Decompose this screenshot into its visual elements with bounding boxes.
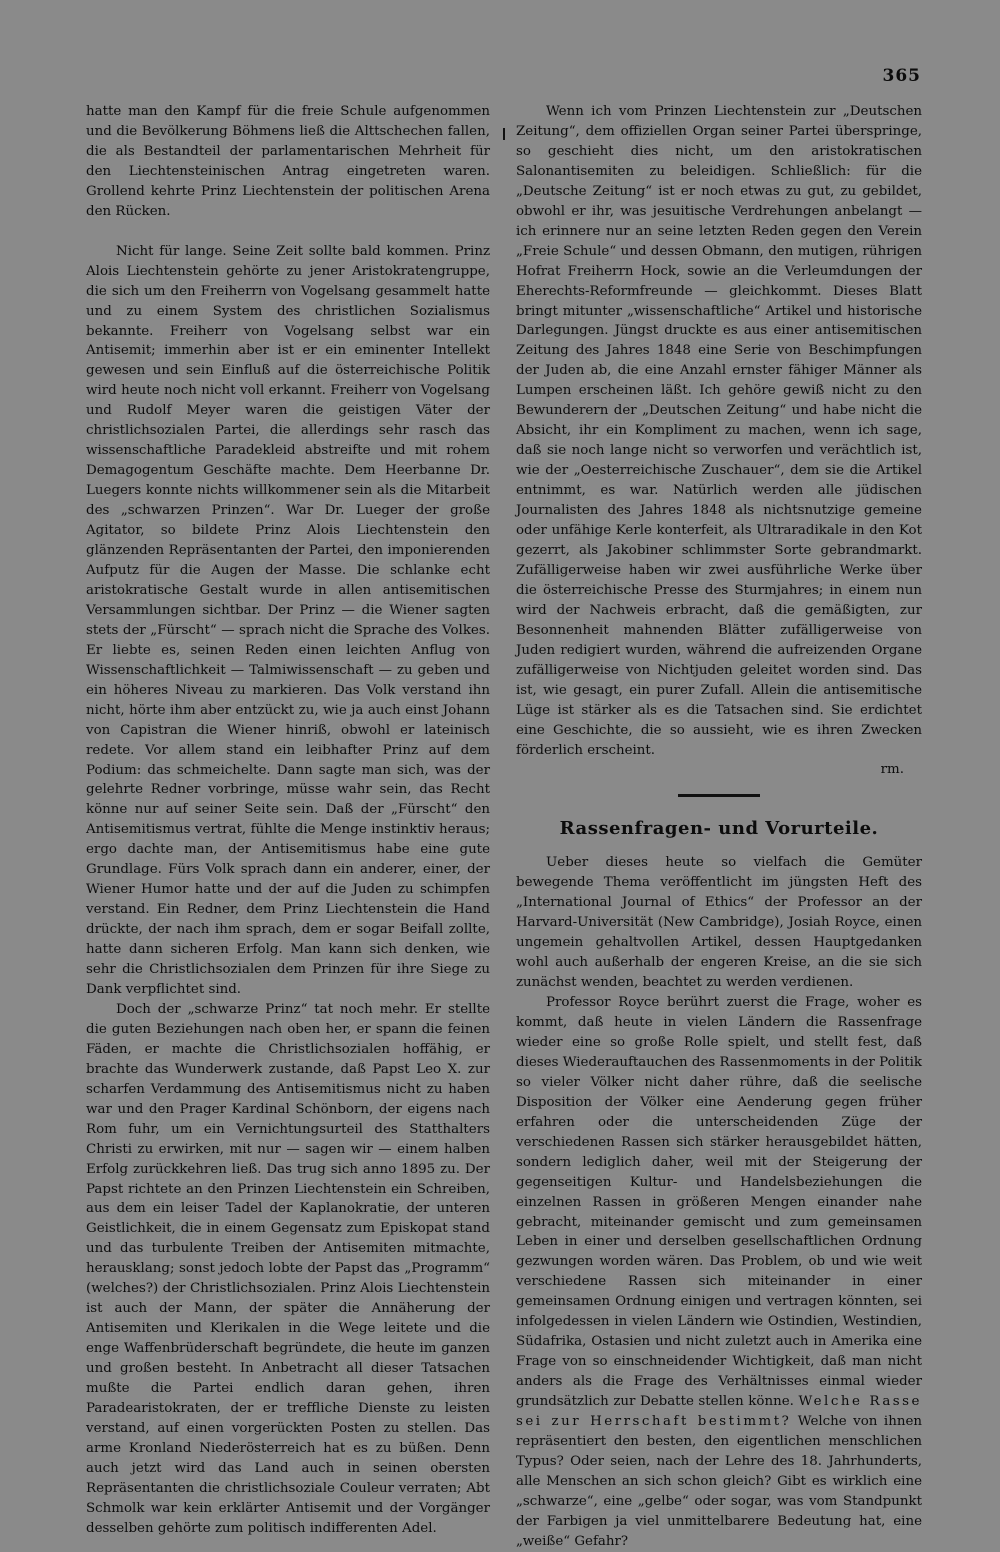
column-marker xyxy=(503,128,505,140)
paragraph: Wenn ich vom Prinzen Liechtenstein zur „Deutschen Zeitung“, dem offiziellen Organ seiner Partei überspringe, so geschieht dies nicht, um den aristokratischen Salonantisemiten zu beleidigen. Schließlich: für die „Deutsche Zeitung“ ist er noch etwas zu gut, zu gebildet, obwohl er ihr, was jesuitische Verdrehungen anbelangt — ich erinnere nur an seine letzten Reden gegen den Verein „Freie Schule“ und dessen Obmann, den mutigen, rührigen Hofrat Freiherrn Hock, sowie an die Verleumdungen der Eherechts-Reformfreunde — gleichkommt. Dieses Blatt bringt mitunter „wissenschaftliche“ Artikel und historische Darlegungen. Jüngst druckte es aus einer antisemitischen Zeitung des Jahres 1848 eine Serie von Beschimpfungen der Juden ab, die eine Anzahl ernster fähiger Männer als Lumpen erscheinen läßt. Ich gehöre gewiß nicht zu den Bewunderern der „Deutschen Zeitung“ und habe nicht die Absicht, ihr ein Kompliment zu machen, wenn ich sage, daß sie noch lange nicht so verworfen und verächtlich ist, wie der „Oesterreichische Zuschauer“, dem sie die Artikel entnimmt, es war. Natürlich werden alle jüdischen Journalisten des Jahres 1848 als nichtsnutzige gemeine oder unfähige Kerle konterfeit, als Ultraradikale in den Kot gezerrt, als Jakobiner schlimmster Sorte gebrandmarkt. Zufälligerweise haben wir zwei ausführliche Werke über die österreichische Presse des Sturmjahres; in einem nun wird der Nachweis erbracht, daß die gemäßigten, zur Besonnenheit mahnenden Blätter zufälligerweise von Juden redigiert wurden, während die aufreizenden Organe zufälligerweise von Nichtjuden geleitet worden sind. Das ist, wie gesagt, ein purer Zufall. Allein die antisemitische Lüge ist stärker als es die Tatsachen sind. Sie erdichtet eine Geschichte, die so aussieht, wie es ihren Zwecken förderlich erscheint. xyxy=(516,104,922,758)
signature-line xyxy=(516,760,922,780)
paragraph xyxy=(516,993,922,1552)
paragraph: Doch der „schwarze Prinz“ tat noch mehr. Er stellte die guten Beziehungen nach oben her, er spann die feinen Fäden, er machte die Christlichsozialen hoffähig, er brachte das Wunderwerk zustande, daß Papst Leo X. zur scharfen Verdammung des Antisemitismus nicht zu haben war und den Prager Kardinal Schönborn, der eigens nach Rom fuhr, um ein Vernichtungsurteil des Statthalters Christi zu erwirken, mit nur — sagen wir — einem halben Erfolg zurückkehren ließ. Das trug sich anno 1895 zu. Der Papst richtete an den Prinzen Liechtenstein ein Schreiben, aus dem ein leiser Tadel der Kaplanokratie, der unteren Geistlichkeit, die in einem Gegensatz zum Episkopat stand und das turbulente Treiben der Antisemiten mitmachte, herausklang; sonst jedoch lobte der Papst das „Programm“ (welches?) der Christlichsozialen. Prinz Alois Liechtenstein ist auch der Mann, der später die Annäherung der Antisemiten und Klerikalen in die Wege leitete und die enge Waffenbrüderschaft begründete, die heute im ganzen und großen besteht. In Anbetracht all dieser Tatsachen mußte die Partei endlich daran gehen, ihren Paradearistokraten, der er treffliche Dienste zu leisten verstand, auf einen vorgerückten Posten zu stellen. Das arme Kronland Niederösterreich hat es zu büßen. Denn auch jetzt wird das Land auch in seinen obersten Repräsentanten die christlichsoziale Couleur verraten; Abt Schmolk war kein erklärter Antisemit und der Vorgänger desselben gehörte zum politisch indifferenten Adel. xyxy=(86,1001,490,1536)
right-column xyxy=(516,102,922,1552)
paragraph-text: Welche von ihnen repräsentiert den besten, den eigentlichen menschlichen Typus? Oder seien, nach der Lehre des 18. Jahrhunderts, alle Menschen an sich schon gleich? Gibt es wirklich eine „schwarze“, eine „gelbe“ oder sogar, was vom Standpunkt der Farbigen ja viel unmittelbarere Bedeutung hat, eine „weiße“ Gefahr? xyxy=(516,1414,922,1549)
page-number: 365 xyxy=(882,66,921,86)
author-signature: rm. xyxy=(880,762,904,778)
paragraph-gap xyxy=(86,222,490,242)
paragraph: Ueber dieses heute so vielfach die Gemüter bewegende Thema veröffentlicht im jüngsten Heft des „International Journal of Ethics“ der Professor an der Harvard-Universität (New Cambridge), Josiah Royce, einen ungemein gehaltvollen Artikel, dessen Hauptgedanken wohl auch außerhalb der engeren Kreise, an die sie sich zunächst wenden, beachtet zu werden verdienen. xyxy=(516,855,922,991)
spaced-question: Welche Rasse sei zur Herrschaft bestimmt? xyxy=(516,1394,922,1430)
paragraph: Nicht für lange. Seine Zeit sollte bald kommen. Prinz Alois Liechtenstein gehörte zu jener Aristokratengruppe, die sich um den Freiherrn von Vogelsang gesammelt hatte und zu einem System des christlichen Sozialismus bekannte. Freiherr von Vogelsang selbst war ein Antisemit; immerhin aber ist er ein eminenter Intellekt gewesen und sein Einfluß auf die österreichische Politik wird heute noch nicht voll erkannt. Freiherr von Vogelsang und Rudolf Meyer waren die geistigen Väter der christlichsozialen Partei, die allerdings sehr rasch das wissenschaftliche Paradekleid abstreifte und mit rohem Demagogentum Geschäfte machte. Dem Heerbanne Dr. Luegers konnte nichts willkommener sein als die Mitarbeit des „schwarzen Prinzen“. War Dr. Lueger der große Agitator, so bildete Prinz Alois Liechtenstein den glänzenden Repräsentanten der Partei, den imponierenden Aufputz für die Augen der Masse. Die schlanke echt aristokratische Gestalt wurde in allen antisemitischen Versammlungen sichtbar. Der Prinz — die Wiener sagten stets der „Fürscht“ — sprach nicht die Sprache des Volkes. Er liebte es, seinen Reden einen leichten Anflug von Wissenschaftlichkeit — Talmiwissenschaft — zu geben und ein höheres Niveau zu markieren. Das Volk verstand ihn nicht, hörte ihm aber entzückt zu, wie ja auch einst Johann von Capistran die Wiener hinriß, obwohl er lateinisch redete. Vor allem stand ein leibhafter Prinz auf dem Podium: das schmeichelte. Dann sagte man sich, was der gelehrte Redner vorbringe, müsse wahr sein, das Recht könne nur auf seiner Seite sein. Daß der „Fürscht“ den Antisemitismus vertrat, fühlte die Menge instinktiv heraus; ergo dachte man, der Antisemitismus habe eine gute Grundlage. Fürs Volk sprach dann ein anderer, einer, der Wiener Humor hatte und der auf die Juden zu schimpfen verstand. Ein Redner, dem Prinz Liechtenstein die Hand drückte, der nach ihm sprach, dem er sogar Beifall zollte, hatte dann sicheren Erfolg. Man kann sich denken, wie sehr die Christlichsozialen dem Prinzen für ihre Siege zu Dank verpflichtet sind. xyxy=(86,243,490,997)
section-divider xyxy=(678,794,760,797)
paragraph-text: Professor Royce berührt zuerst die Frage, woher es kommt, daß heute in vielen Ländern die Rassenfrage wieder eine so große Rolle spielt, und stellt fest, daß dieses Wiederauftauchen des Rassenmoments in der Politik so vieler Völker nicht daher rühre, daß die seelische Disposition der Völker eine Aenderung gegen früher erfahren oder die unterscheidenden Züge der verschiedenen Rassen sich stärker herausgebildet hätten, sondern lediglich daher, weil mit der Steigerung der gegenseitigen Kultur- und Handelsbeziehungen die einzelnen Rassen in größeren Mengen einander nahe gebracht, miteinander gemischt und zum gemeinsamen Leben in einer und derselben gesellschaftlichen Ordnung gezwungen worden wären. Das Problem, ob und wie weit verschiedene Rassen sich miteinander in einer gemeinsamen Ordnung einigen und vertragen könnten, sei infolgedessen in vielen Ländern wie Ostindien, Westindien, Südafrika, Ostasien und nicht zuletzt auch in Amerika eine Frage von so einschneidender Wichtigkeit, daß man nicht anders als die Frage des Verhältnisses einmal wieder grundsätzlich zur Debatte stellen könne. xyxy=(516,995,922,1410)
paragraph: hatte man den Kampf für die freie Schule aufgenommen und die Bevölkerung Böhmens ließ die Alttschechen fallen, die als Bestandteil der parlamentarischen Mehrheit für den Liechtensteinischen Antrag eingetreten waren. Grollend kehrte Prinz Liechtenstein der politischen Arena den Rücken. xyxy=(86,104,490,219)
left-column xyxy=(86,102,490,1539)
section-heading: Rassenfragen- und Vorurteile. xyxy=(559,818,879,840)
